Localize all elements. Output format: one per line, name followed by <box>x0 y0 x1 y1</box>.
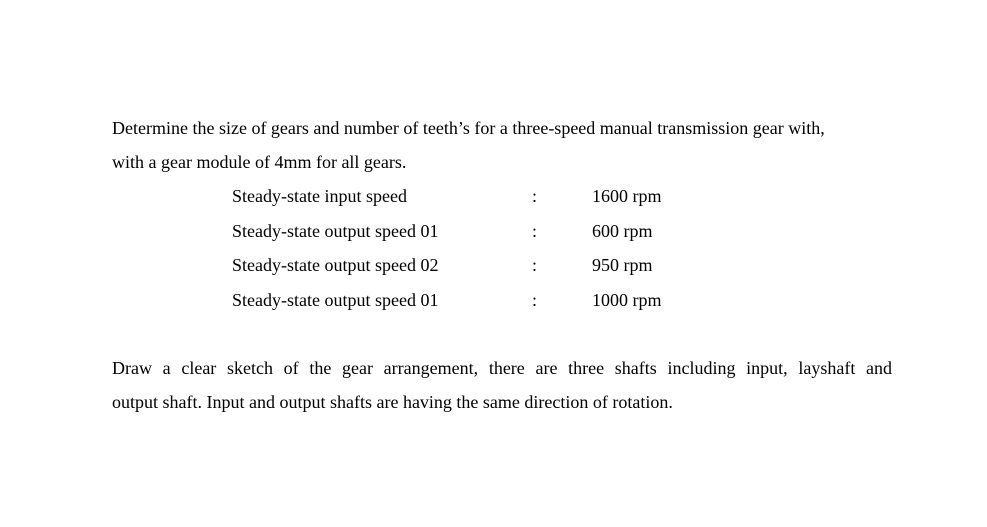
spec-label: Steady-state input speed <box>232 186 407 206</box>
spec-separator: : <box>532 255 538 276</box>
spec-separator: : <box>532 186 538 206</box>
problem-statement-line-2: with a gear module of 4mm for all gears. <box>112 152 407 172</box>
sketch-instruction-line-1: Draw a clear sketch of the gear arrangement, there are three shafts including input, layshaft and <box>112 358 892 378</box>
sketch-instruction-line-2: output shaft. Input and output shafts are having the same direction of rotation. <box>112 392 673 412</box>
problem-statement-paragraph <box>112 111 825 179</box>
spec-label: Steady-state output speed 01 <box>232 290 439 311</box>
spec-value: 950 rpm <box>592 255 653 276</box>
spec-separator: : <box>532 290 538 311</box>
sketch-instruction-paragraph <box>112 351 892 419</box>
spec-value: 600 rpm <box>592 220 653 241</box>
spec-label: Steady-state output speed 02 <box>232 255 439 276</box>
spec-separator: : <box>532 220 538 241</box>
spec-value: 1000 rpm <box>592 290 662 311</box>
spec-value: 1600 rpm <box>592 186 662 206</box>
problem-statement-line-1: Determine the size of gears and number of teeth’s for a three-speed manual transmission gear with, <box>112 118 825 138</box>
spec-label: Steady-state output speed 01 <box>232 220 439 241</box>
